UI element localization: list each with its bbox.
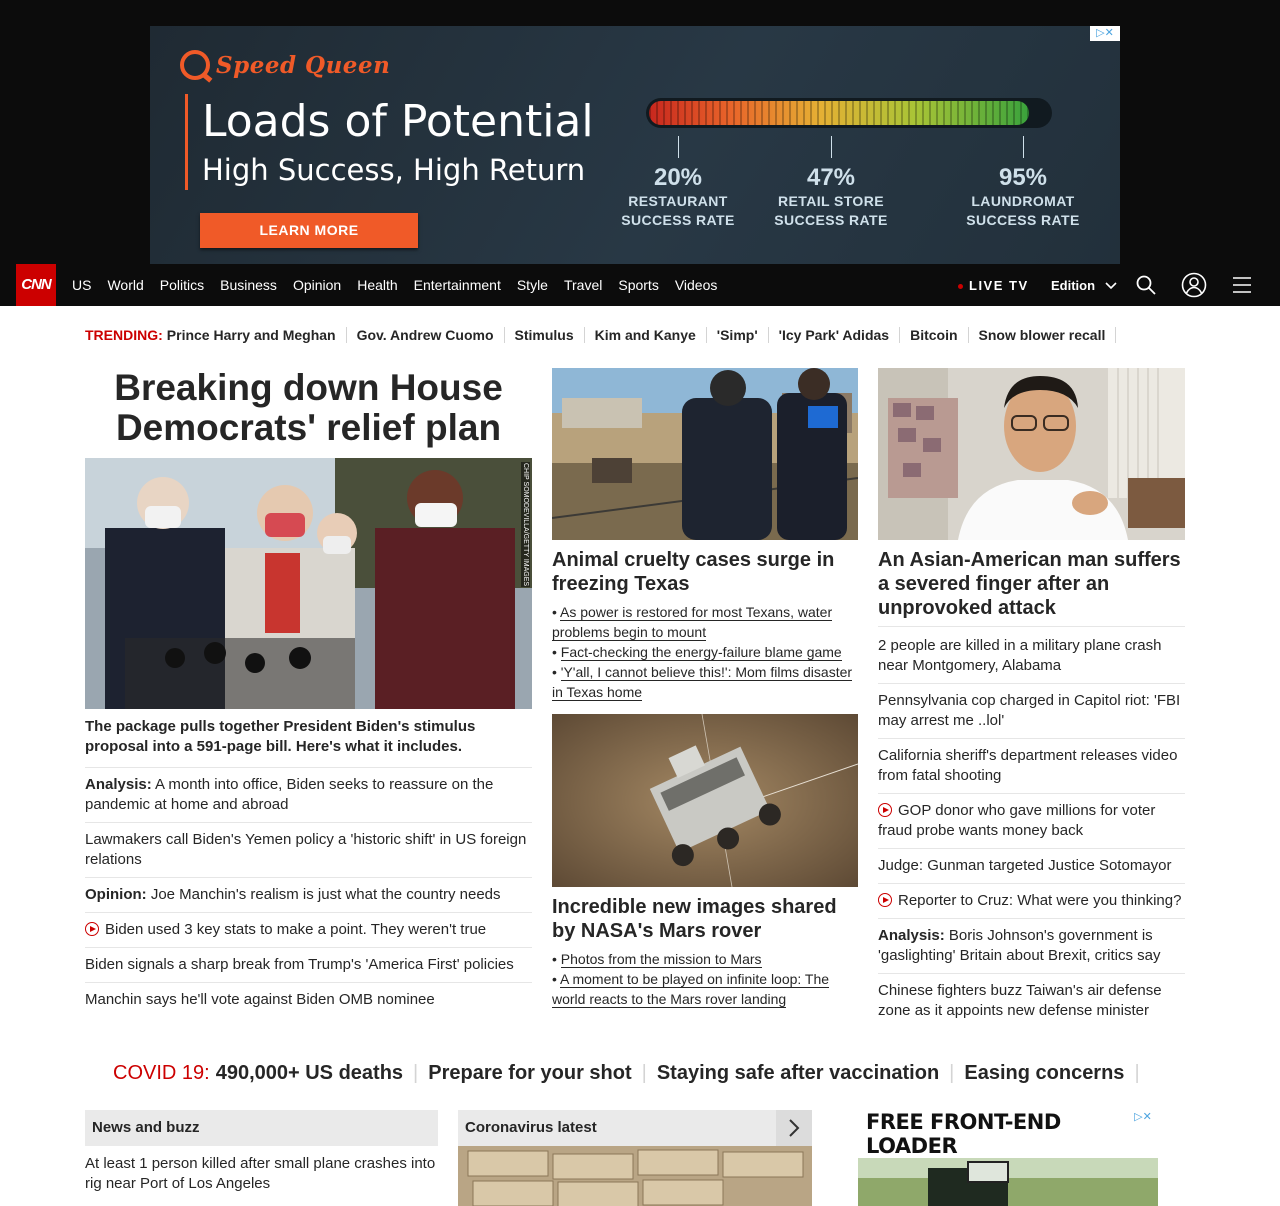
trending-item[interactable]: Stimulus: [505, 327, 585, 343]
lead-summary-link[interactable]: The package pulls together President Biden's stimulus proposal into a 591-page bill. Here's what it includes.: [85, 717, 532, 768]
list-item[interactable]: [85, 913, 532, 948]
lead-column: [85, 368, 532, 1017]
news-buzz-item[interactable]: At least 1 person killed after small plane crashes into rig near Port of Los Angeles: [85, 1155, 436, 1192]
right-list: [878, 629, 1185, 1028]
stat-retail: [756, 136, 906, 230]
bullet-link[interactable]: As power is restored for most Texans, water problems begin to mount: [552, 604, 833, 640]
stat-label: SUCCESS RATE: [621, 212, 735, 228]
coronavirus-photo[interactable]: [458, 1146, 812, 1206]
list-item[interactable]: [878, 884, 1185, 919]
covid-link[interactable]: Staying safe after vaccination: [656, 1062, 940, 1084]
gauge-fill: [649, 101, 1029, 125]
item-text: GOP donor who gave millions for voter fraud probe wants money back: [878, 802, 1156, 839]
item-prefix: Analysis:: [85, 776, 152, 793]
list-item[interactable]: [878, 684, 1185, 739]
mars-headline[interactable]: Incredible new images shared by NASA's Mars rover: [552, 896, 837, 942]
cnn-logo[interactable]: CNN: [16, 264, 56, 306]
item-text: Biden signals a sharp break from Trump's 'America First' policies: [85, 956, 514, 973]
separator: |: [641, 1062, 647, 1084]
item-text: 2 people are killed in a military plane crash near Montgomery, Alabama: [878, 637, 1162, 674]
lead-headline[interactable]: Breaking down House Democrats' relief plan: [114, 367, 503, 448]
ad-brand: Speed Queen: [216, 51, 391, 79]
item-prefix: Opinion:: [85, 886, 147, 903]
stat-label: RETAIL STORE: [778, 193, 884, 209]
bullet-link[interactable]: Photos from the mission to Mars: [560, 951, 762, 967]
asian-american-photo[interactable]: [878, 368, 1185, 540]
trending-item[interactable]: Bitcoin: [900, 327, 968, 343]
nav-link-travel[interactable]: Travel: [563, 277, 603, 293]
list-item[interactable]: [878, 794, 1185, 849]
list-item[interactable]: [878, 974, 1185, 1028]
list-item[interactable]: [878, 849, 1185, 884]
covid-label: COVID 19:: [113, 1062, 210, 1084]
video-play-icon: [878, 803, 892, 817]
live-tv-label: LIVE TV: [969, 278, 1029, 293]
separator: |: [1134, 1062, 1140, 1084]
item-text: Judge: Gunman targeted Justice Sotomayor: [878, 857, 1172, 874]
lead-related-list: [85, 768, 532, 1017]
list-item[interactable]: [85, 823, 532, 878]
ad-choices-icon[interactable]: ▷✕: [1090, 26, 1120, 41]
trending-item[interactable]: Snow blower recall: [969, 327, 1117, 343]
coronavirus-photo-image: [458, 1146, 812, 1206]
separator: |: [949, 1062, 955, 1084]
nav-link-sports[interactable]: Sports: [618, 277, 659, 293]
search-icon[interactable]: [1135, 274, 1157, 296]
user-account-icon[interactable]: [1181, 272, 1207, 298]
coronavirus-latest-header: [458, 1110, 812, 1146]
item-text: Manchin says he'll vote against Biden OMB nominee: [85, 991, 435, 1008]
trending-item[interactable]: Prince Harry and Meghan: [167, 327, 347, 343]
speed-queen-ad[interactable]: [150, 26, 1120, 264]
trending-bar: [85, 327, 1116, 343]
bullet-item[interactable]: • As power is restored for most Texans, water problems begin to mount: [552, 604, 833, 640]
stat-percent: 95%: [998, 164, 1048, 191]
item-text: Lawmakers call Biden's Yemen policy a 'historic shift' in US foreign relations: [85, 831, 527, 868]
live-dot-icon: [958, 284, 963, 289]
stat-label: RESTAURANT: [628, 193, 728, 209]
bullet-link[interactable]: 'Y'all, I cannot believe this!': Mom films disaster in Texas home: [552, 664, 853, 700]
nav-link-us[interactable]: US: [72, 277, 92, 293]
ad-subhead: High Success, High Return: [202, 153, 586, 187]
bullet-link[interactable]: Fact-checking the energy-failure blame game: [560, 644, 842, 660]
tractor-ad-line1: FREE FRONT-END LOADER: [866, 1110, 1061, 1158]
item-text: Biden used 3 key stats to make a point. They weren't true: [105, 921, 487, 938]
lead-photo[interactable]: [85, 458, 532, 709]
speed-queen-logo-icon: [180, 50, 210, 80]
item-prefix: Analysis:: [878, 927, 945, 944]
photo-credit: CHIP SOMODEVILLA/GETTY IMAGES: [522, 463, 529, 587]
stat-label: LAUNDROMAT: [971, 193, 1075, 209]
trending-label: TRENDING:: [85, 327, 163, 343]
stat-label: SUCCESS RATE: [966, 212, 1080, 228]
edition-label: Edition: [1051, 278, 1096, 293]
trending-item[interactable]: Gov. Andrew Cuomo: [347, 327, 505, 343]
item-text: California sheriff's department releases video from fatal shooting: [878, 747, 1178, 784]
nav-link-business[interactable]: Business: [220, 277, 277, 293]
separator: |: [413, 1062, 419, 1084]
chevron-down-icon: [1105, 282, 1117, 290]
tractor-image: [858, 1158, 1158, 1206]
mars-photo-image: [552, 714, 858, 887]
tractor-ad[interactable]: [858, 1110, 1158, 1206]
stat-laundromat: [948, 136, 1098, 230]
news-and-buzz-header: News and buzz: [85, 1110, 438, 1146]
list-item[interactable]: [85, 948, 532, 983]
bullet-link[interactable]: A moment to be played on infinite loop: The world reacts to the Mars rover landing: [552, 971, 830, 1007]
success-gauge: [646, 98, 1052, 128]
list-item[interactable]: [878, 739, 1185, 794]
nav-links: [72, 264, 717, 306]
item-text: Reporter to Cruz: What were you thinking?: [898, 892, 1182, 909]
asian-american-headline[interactable]: An Asian-American man suffers a severed finger after an unprovoked attack: [878, 548, 1185, 627]
bullet-item[interactable]: • Fact-checking the energy-failure blame game: [552, 644, 842, 660]
trending-item[interactable]: 'Simp': [707, 327, 769, 343]
video-play-icon: [878, 893, 892, 907]
stat-percent: 20%: [653, 164, 703, 191]
list-item[interactable]: [85, 983, 532, 1017]
nav-link-politics[interactable]: Politics: [159, 277, 205, 293]
video-play-icon: [85, 922, 99, 936]
bullet-item[interactable]: • 'Y'all, I cannot believe this!': Mom films disaster in Texas home: [552, 664, 853, 700]
speed-queen-logo: [180, 50, 390, 80]
trending-item[interactable]: Kim and Kanye: [585, 327, 707, 343]
ad-headline-block: [185, 94, 594, 190]
menu-icon[interactable]: [1232, 274, 1252, 296]
nav-link-world[interactable]: World: [107, 277, 144, 293]
item-text: A month into office, Biden seeks to reassure on the pandemic at home and abroad: [85, 776, 494, 813]
item-text: Pennsylvania cop charged in Capitol riot: 'FBI may arrest me ..lol': [878, 692, 1181, 729]
trending-item[interactable]: 'Icy Park' Adidas: [769, 327, 900, 343]
carousel-next-button[interactable]: [776, 1110, 812, 1146]
texas-photo[interactable]: [552, 368, 858, 540]
item-text: Boris Johnson's government is 'gaslighting' Britain about Brexit, critics say: [878, 927, 1161, 964]
edition-dropdown[interactable]: [1051, 278, 1117, 293]
covid-link[interactable]: Easing concerns: [964, 1062, 1125, 1084]
asian-american-photo-image: [878, 368, 1185, 540]
nav-link-health[interactable]: Health: [357, 277, 398, 293]
lead-photo-image: [85, 458, 532, 709]
list-item[interactable]: [878, 919, 1185, 974]
list-item[interactable]: [85, 768, 532, 823]
mars-photo[interactable]: [552, 714, 858, 887]
middle-column: [552, 368, 858, 1009]
nav-link-entertainment[interactable]: Entertainment: [413, 277, 501, 293]
main-nav: [0, 264, 1280, 306]
texas-headline[interactable]: Animal cruelty cases surge in freezing Texas: [552, 549, 835, 595]
chevron-right-icon: [776, 1110, 812, 1146]
texas-bullets: [552, 602, 858, 702]
right-column: [878, 368, 1185, 1028]
texas-photo-image: [552, 368, 858, 540]
live-tv-link[interactable]: [958, 278, 1029, 293]
item-text: Chinese fighters buzz Taiwan's air defense zone as it appoints new defense minister: [878, 982, 1162, 1019]
covid-link[interactable]: 490,000+ US deaths: [215, 1062, 404, 1084]
list-item[interactable]: [878, 629, 1185, 684]
top-ad-area: [0, 0, 1280, 264]
stat-label: SUCCESS RATE: [774, 212, 888, 228]
covid-link[interactable]: Prepare for your shot: [428, 1062, 632, 1084]
ad-headline: Loads of Potential: [202, 96, 594, 147]
stat-percent: 47%: [806, 164, 856, 191]
bullet-item[interactable]: • Photos from the mission to Mars: [552, 951, 762, 967]
ad-choices-icon[interactable]: ▷✕: [1128, 1110, 1158, 1125]
list-item[interactable]: [85, 878, 532, 913]
nav-link-opinion[interactable]: Opinion: [292, 277, 342, 293]
stat-restaurant: [603, 136, 753, 230]
nav-link-style[interactable]: Style: [516, 277, 548, 293]
mars-bullets: [552, 949, 858, 1009]
coronavirus-latest-title: Coronavirus latest: [465, 1119, 597, 1136]
covid-bar: [113, 1062, 1150, 1085]
bullet-item[interactable]: • A moment to be played on infinite loop: The world reacts to the Mars rover landing: [552, 971, 830, 1007]
item-text: Joe Manchin's realism is just what the country needs: [150, 886, 501, 903]
nav-link-videos[interactable]: Videos: [674, 277, 718, 293]
learn-more-button[interactable]: LEARN MORE: [200, 213, 418, 248]
